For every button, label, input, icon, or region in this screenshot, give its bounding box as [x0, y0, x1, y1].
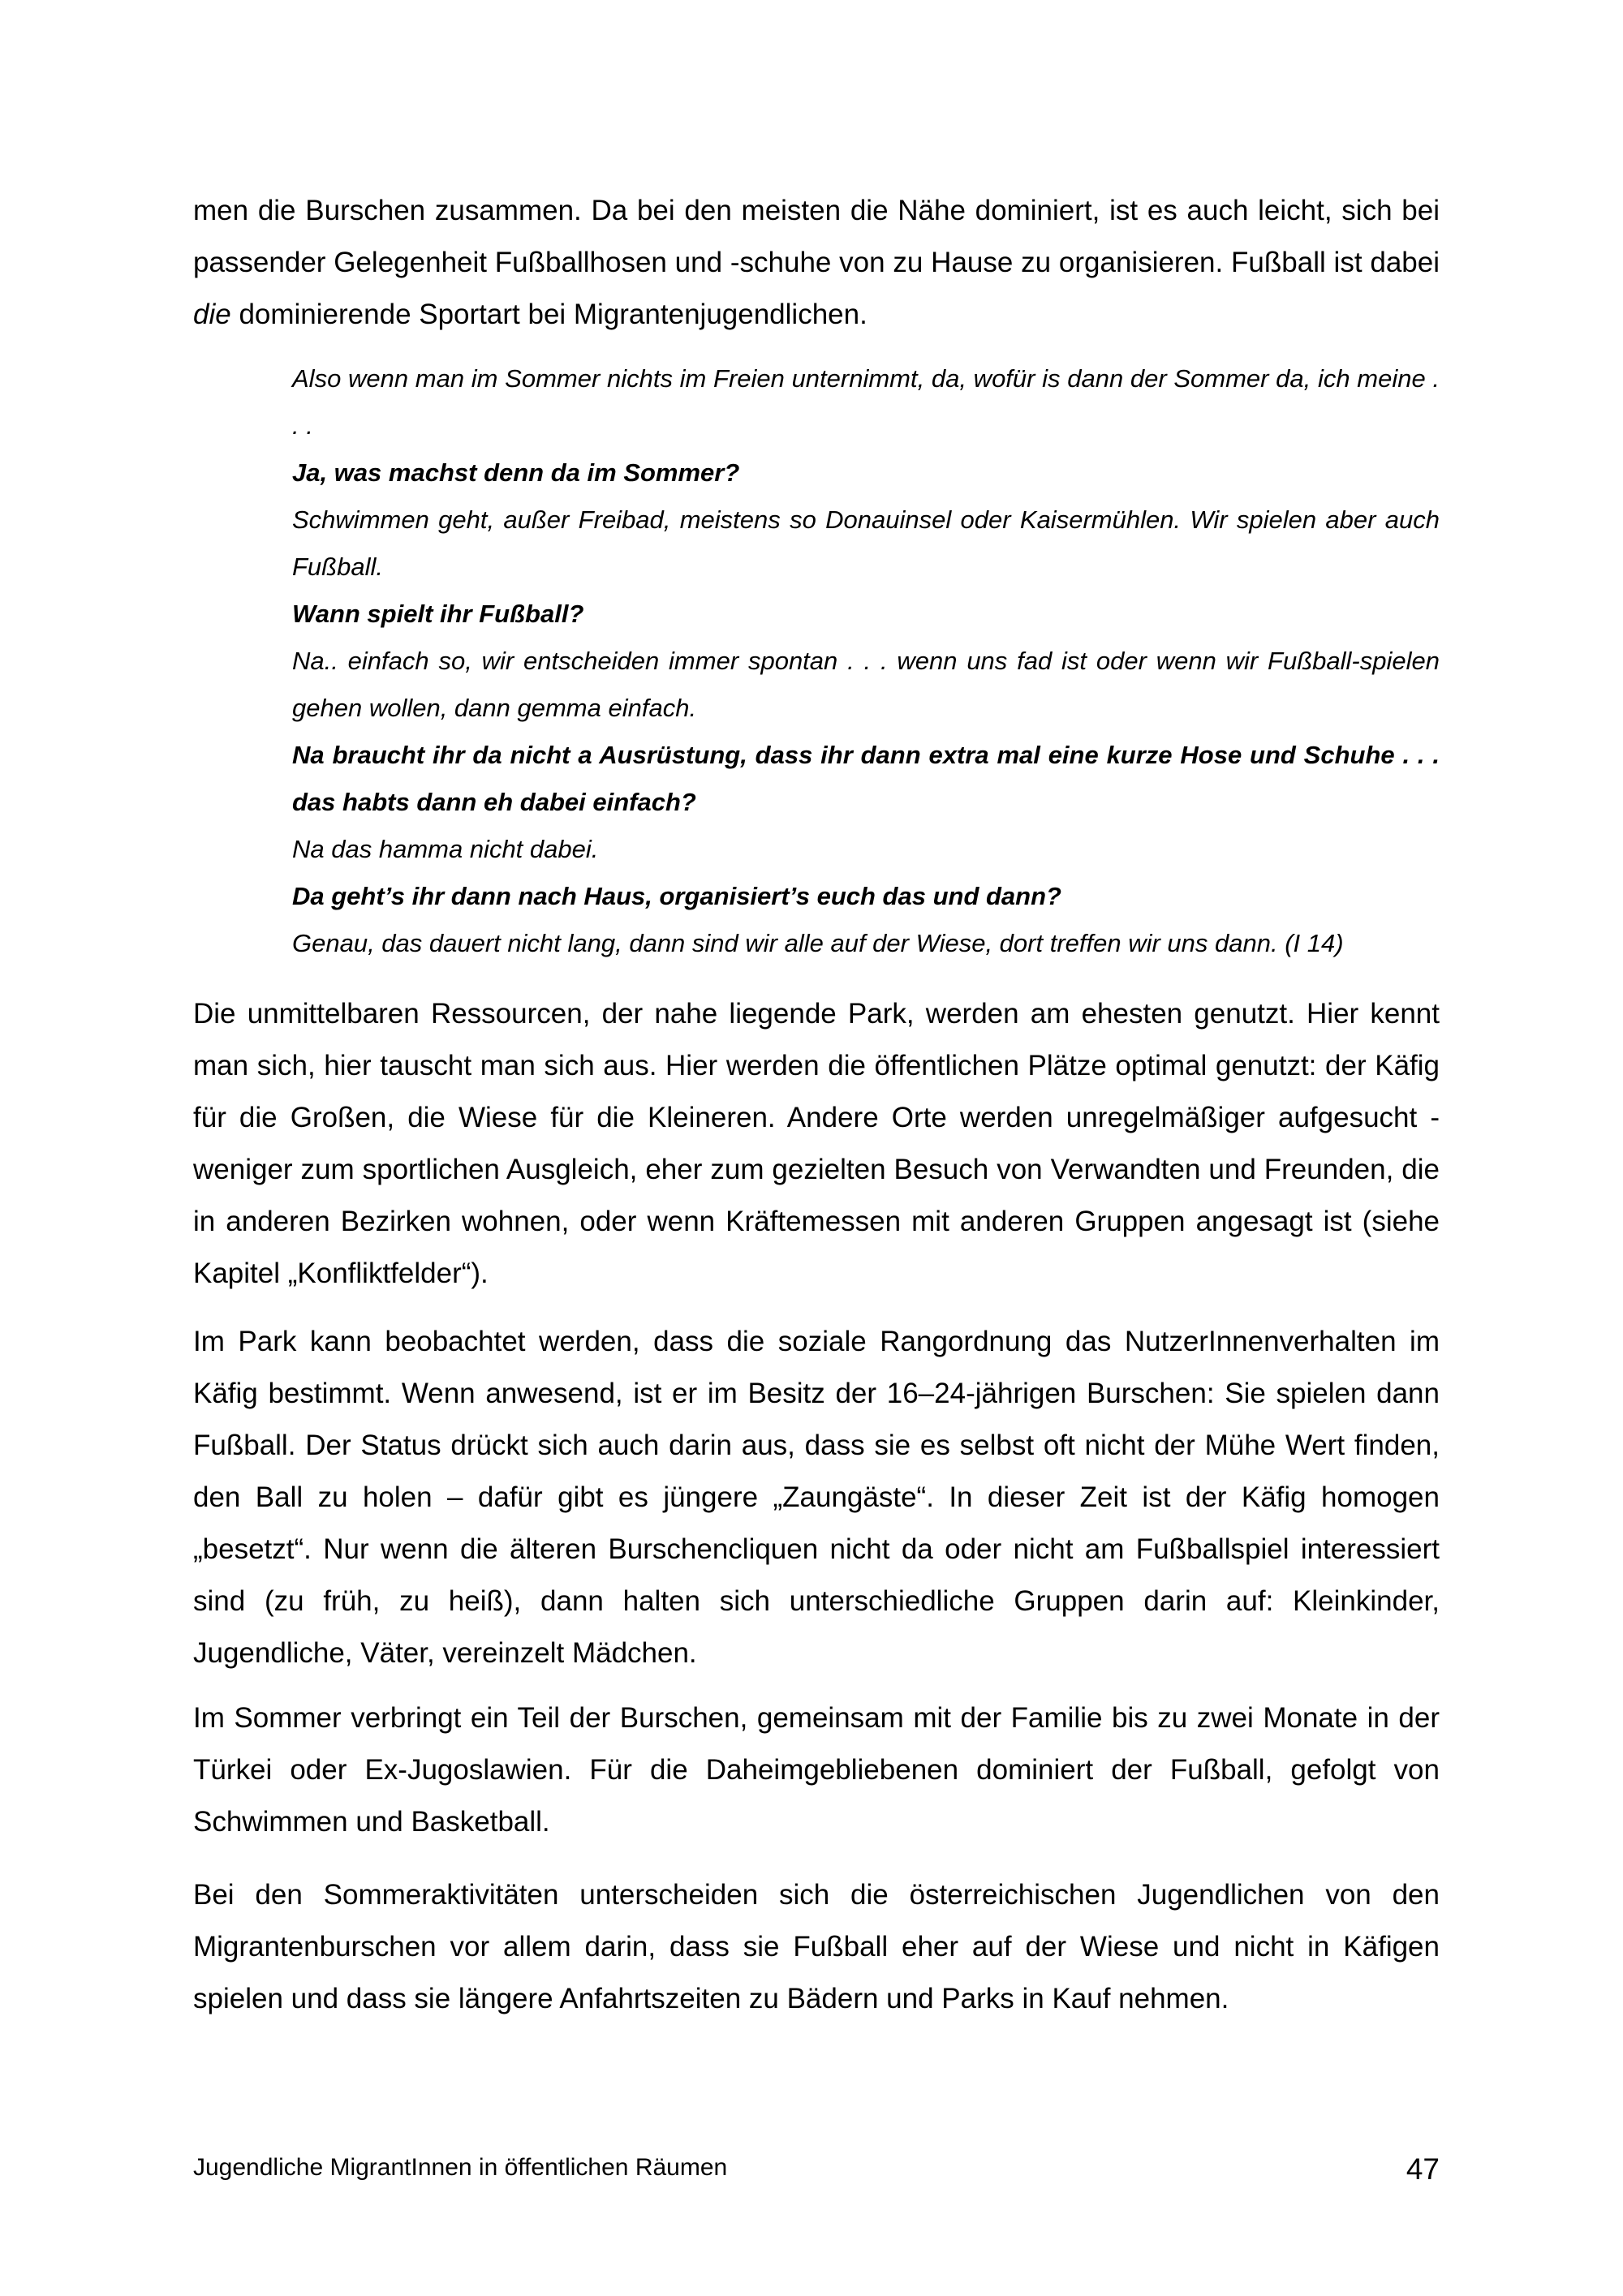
paragraph-1 — [193, 185, 1440, 341]
paragraph-4: Im Sommer verbringt ein Teil der Burschen, gemeinsam mit der Familie bis zu zwei Monate in der Türkei oder Ex-Jugoslawien. Für die Daheimgebliebenen dominiert der Fußball, gefolgt von Schwimmen und Basketball. — [193, 1702, 1440, 1838]
interview-answer: Na.. einfach so, wir entscheiden immer spontan . . . wenn uns fad ist oder wenn wir Fußball-spielen gehen wollen, dann gemma einfach. — [292, 647, 1440, 722]
paragraph-1-emphasis: die — [193, 299, 231, 330]
interview-question: Na braucht ihr da nicht a Ausrüstung, dass ihr dann extra mal eine kurze Hose und Schuhe . . . das habts dann eh dabei einfach? — [292, 741, 1440, 816]
paragraph-3: Im Park kann beobachtet werden, dass die soziale Rangordnung das NutzerInnenverhalten im Käfig bestimmt. Wenn anwesend, ist er im Besitz der 16–24-jährigen Burschen: Sie spielen dann Fußball. Der Status drückt sich auch darin aus, dass sie es selbst oft nicht der Mühe Wert finden, den Ball zu holen – dafür gibt es jüngere „Zaungäste“. In dieser Zeit ist der Käfig homogen „besetzt“. Nur wenn die älteren Burschencliquen nicht da oder nicht am Fußballspiel interessiert sind (zu früh, zu heiß), dann halten sich unterschiedliche Gruppen darin auf: Kleinkinder, Jugendliche, Väter, vereinzelt Mädchen. — [193, 1326, 1440, 1669]
interview-answer: Also wenn man im Sommer nichts im Freien unternimmt, da, wofür is dann der Sommer da, ich meine . . . — [292, 364, 1440, 440]
paragraph-1-text-b: dominierende Sportart bei Migrantenjugendlichen. — [230, 299, 867, 330]
interview-answer: Schwimmen geht, außer Freibad, meistens so Donauinsel oder Kaisermühlen. Wir spielen aber auch Fußball. — [292, 505, 1440, 581]
interview-question: Ja, was machst denn da im Sommer? — [292, 458, 740, 487]
page-number: 47 — [1406, 2152, 1440, 2186]
interview-answer: Na das hamma nicht dabei. — [292, 835, 599, 863]
footer-title: Jugendliche MigrantInnen in öffentlichen Räumen — [193, 2154, 728, 2181]
paragraph-2: Die unmittelbaren Ressourcen, der nahe liegende Park, werden am ehesten genutzt. Hier kennt man sich, hier tauscht man sich aus. Hier werden die öffentlichen Plätze optimal genutzt: der Käfig für die Großen, die Wiese für die Kleineren. Andere Orte werden unregelmäßiger aufgesucht - weniger zum sportlichen Ausgleich, eher zum gezielten Besuch von Verwandten und Freunden, die in anderen Bezirken wohnen, oder wenn Kräftemessen mit anderen Gruppen angesagt ist (siehe Kapitel „Konfliktfelder“). — [193, 998, 1440, 1289]
paragraph-5: Bei den Sommeraktivitäten unterscheiden sich die österreichischen Jugendlichen von den Migrantenburschen vor allem darin, dass sie Fußball eher auf der Wiese und nicht in Käfigen spielen und dass sie längere Anfahrtszeiten zu Bädern und Parks in Kauf nehmen. — [193, 1879, 1440, 2014]
interview-excerpt — [292, 355, 1440, 967]
interview-question: Wann spielt ihr Fußball? — [292, 600, 584, 628]
interview-answer: Genau, das dauert nicht lang, dann sind wir alle auf der Wiese, dort treffen wir uns dann. (I 14) — [292, 929, 1344, 957]
paragraph-1-text-a: men die Burschen zusammen. Da bei den meisten die Nähe dominiert, ist es auch leicht, sich bei passender Gelegenheit Fußballhosen und -schuhe von zu Hause zu organisieren. Fußball ist dabei — [193, 195, 1440, 278]
interview-question: Da geht’s ihr dann nach Haus, organisiert’s euch das und dann? — [292, 882, 1061, 910]
